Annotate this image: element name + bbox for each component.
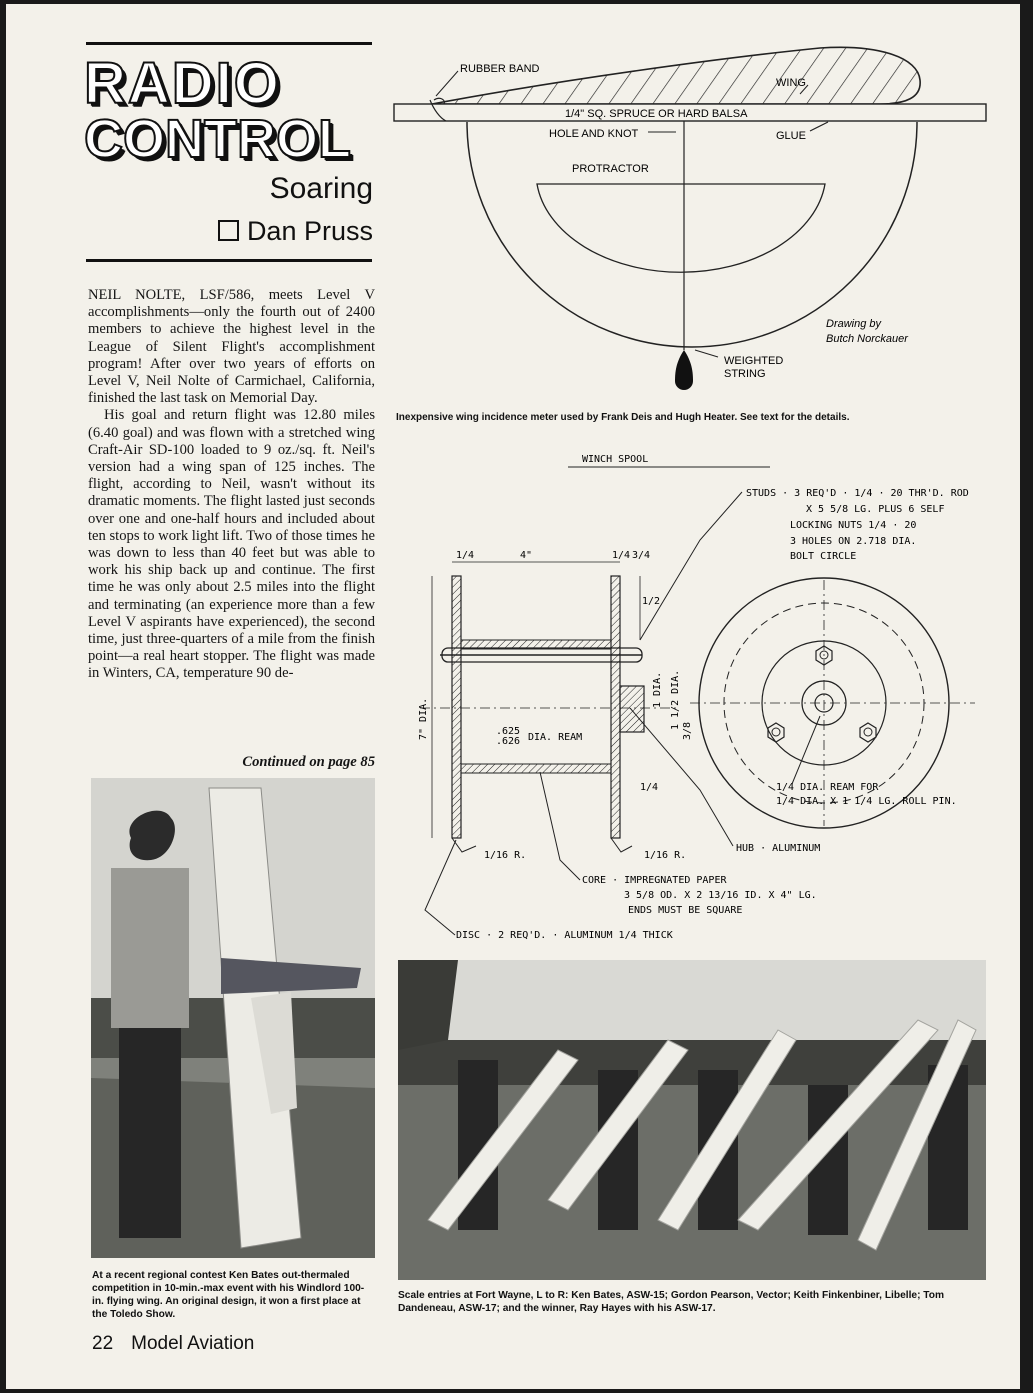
- label-glue: GLUE: [776, 130, 806, 142]
- dim-quarter-left: 1/4: [456, 550, 475, 561]
- label-spruce: 1/4" SQ. SPRUCE OR HARD BALSA: [565, 108, 748, 120]
- label-string: STRING: [724, 368, 766, 380]
- label-credit-2: Butch Norckauer: [826, 333, 908, 345]
- article-paragraph: His goal and return flight was 12.80 miles (6.40 goal) and was flown with a stretched wing Craft-Air SD-100 loaded to 9 oz./sq. ft. Neil's version had a wing span of 125 inches. The flight, according to Neil, wasn't without its dramatic moments. The flight lasted just seconds over one and one-half hours and included about ten stops to work light lift. Two of those times he was down to less than 40 feet but was able to work his ship back up and continue. The first time he was only about 2.5 miles into the flight and terminating (an experience more than a few Level V aspirants have experienced), the second time, just three-quarters of a mile from the finish point—a real heart stopper. The flight was made in Winters, CA, temperature 90 de-: [88, 407, 375, 682]
- meter-caption: Inexpensive wing incidence meter used by Frank Deis and Hugh Heater. See text for the details.: [396, 412, 850, 423]
- protractor-scale: [537, 184, 825, 272]
- protractor-arc: [467, 122, 917, 347]
- dim-three-quarter: 3/4: [632, 550, 651, 561]
- dim-half: 1/2: [642, 596, 661, 607]
- hub: [620, 686, 644, 732]
- title-radio: RADIO: [84, 51, 281, 116]
- right-disc: [611, 576, 620, 838]
- label-rubber-band: RUBBER BAND: [460, 63, 540, 75]
- studs-line-1: STUDS · 3 REQ'D · 1/4 · 20 THR'D. ROD: [746, 488, 969, 499]
- dim-quarter-right: 1/4: [612, 550, 631, 561]
- studs-line-4: 3 HOLES ON 2.718 DIA.: [790, 536, 917, 547]
- wing-airfoil: [432, 47, 920, 104]
- magazine-name: Model Aviation: [131, 1333, 255, 1354]
- winch-spool-drawing: [418, 454, 975, 941]
- hub-label: HUB · ALUMINUM: [736, 843, 821, 854]
- photo-flying-wing: [91, 778, 375, 1258]
- core-line-1: CORE · IMPREGNATED PAPER: [582, 875, 727, 886]
- studs-line-5: BOLT CIRCLE: [790, 551, 857, 562]
- continued-note: Continued on page 85: [242, 754, 375, 770]
- dim-quarter-hub: 1/4: [640, 782, 659, 793]
- dim-radius-right: 1/16 R.: [644, 850, 687, 861]
- photo-left-caption: At a recent regional contest Ken Bates out-thermaled competition in 10-min.-max event with his Windlord 100-in. flying wing. An original design, it won a first place at the Toledo Show.: [92, 1270, 365, 1320]
- photo-right-caption: Scale entries at Fort Wayne, L to R: Ken Bates, ASW-15; Gordon Pearson, Vector; Keith Finkenbiner, Libelle; Tom Dandeneau, ASW-17; and the winner, Ray Hayes with his ASW-17.: [398, 1290, 945, 1314]
- nut-icon: [860, 723, 876, 742]
- incidence-meter-drawing: [394, 47, 986, 390]
- dim-four: 4": [520, 550, 533, 561]
- label-credit-1: Drawing by: [826, 318, 882, 330]
- title-control: CONTROL: [84, 109, 351, 169]
- article-paragraph: NEIL NOLTE, LSF/586, meets Level V accomplishments—only the fourth out of 2400 members to achieve the highest level in the League of Silent Flight's accomplishment program! After over two years of efforts on Level V, Neil Nolte of Carmichael, California, finished the last task on Memorial Day.: [88, 287, 375, 407]
- photo-scale-entries: [398, 960, 986, 1280]
- core-line-2: 3 5/8 OD. X 2 13/16 ID. X 4" LG.: [624, 890, 817, 901]
- dim-one-dia: 1 DIA.: [652, 671, 663, 708]
- left-disc: [452, 576, 461, 838]
- page-footer: [92, 1333, 254, 1355]
- label-wing: WING: [776, 77, 806, 89]
- author-name: Dan Pruss: [246, 216, 373, 246]
- dim-three-eighths: 3/8: [682, 721, 693, 740]
- dim-ream-1: .625: [496, 726, 521, 737]
- studs-line-3: LOCKING NUTS 1/4 · 20: [790, 520, 917, 531]
- label-weighted: WEIGHTED: [724, 355, 784, 367]
- studs-line-2: X 5 5/8 LG. PLUS 6 SELF: [806, 504, 945, 515]
- label-hole-knot: HOLE AND KNOT: [549, 128, 639, 140]
- dim-ream-label: DIA. REAM: [528, 732, 583, 743]
- weight-icon: [675, 350, 693, 390]
- disc-label: DISC · 2 REQ'D. · ALUMINUM 1/4 THICK: [456, 930, 673, 941]
- label-protractor: PROTRACTOR: [572, 163, 649, 175]
- dim-seven-dia: 7" DIA.: [418, 697, 429, 740]
- ream-pin-line-1: 1/4 DIA. REAM FOR: [776, 782, 879, 793]
- nut-icon: [768, 723, 784, 742]
- section-subtitle: Soaring: [269, 172, 373, 205]
- core-line-3: ENDS MUST BE SQUARE: [628, 905, 743, 916]
- core-bottom: [461, 764, 611, 773]
- dim-ream-2: .626: [496, 736, 521, 747]
- dim-one-half-dia: 1 1/2 DIA.: [670, 669, 681, 730]
- page-number: 22: [92, 1333, 114, 1354]
- dim-radius-left: 1/16 R.: [484, 850, 527, 861]
- winch-title: WINCH SPOOL: [582, 454, 649, 465]
- ream-pin-line-2: 1/4 DIA. X 1 1/4 LG. ROLL PIN.: [776, 796, 957, 807]
